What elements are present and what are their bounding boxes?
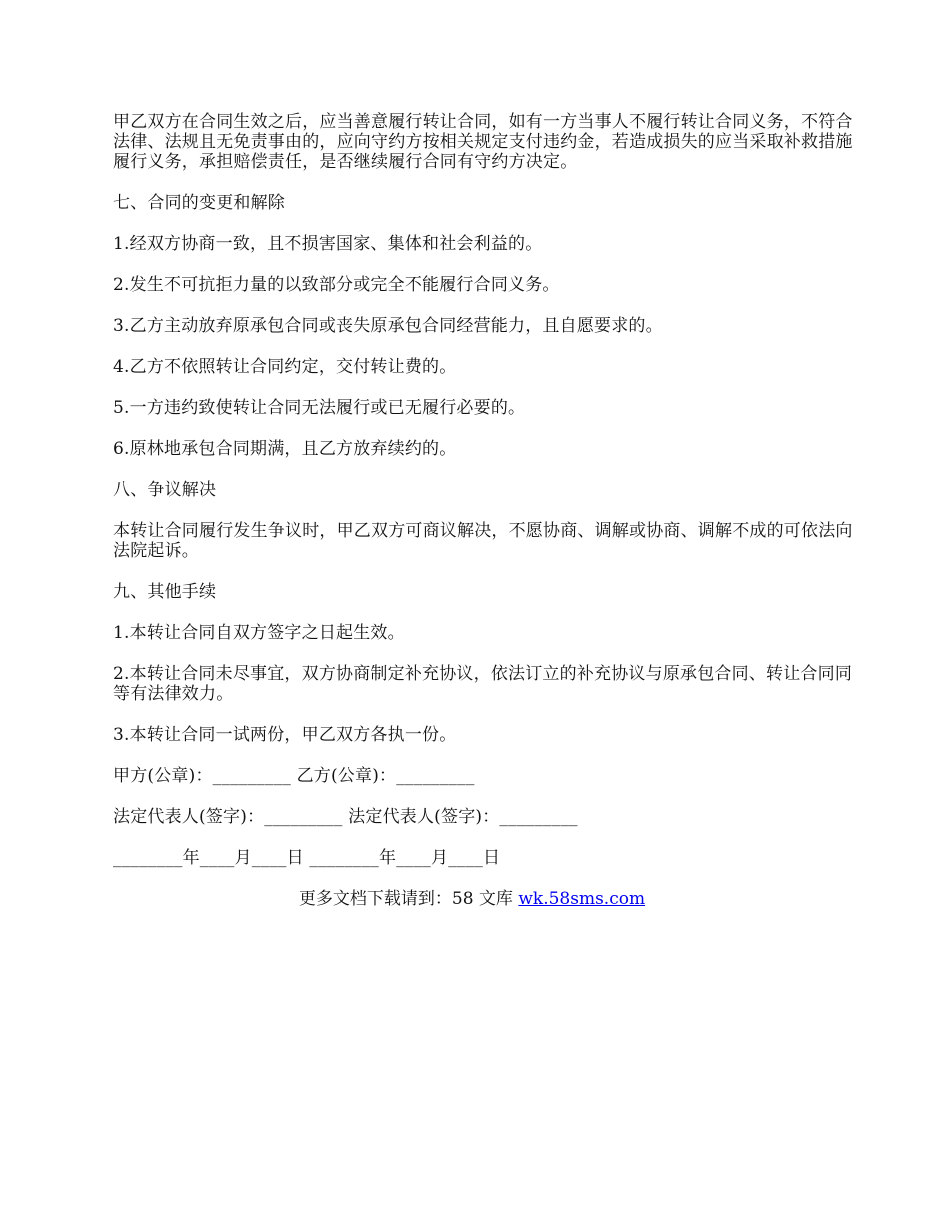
footer-link[interactable]: wk.58sms.com bbox=[518, 889, 646, 909]
signature-date-line: ________年____月____日 ________年____月____日 bbox=[113, 848, 501, 868]
paragraph-dispute: 本转让合同履行发生争议时，甲乙双方可商议解决，不愿协商、调解或协商、调解不成的可依法向法院起诉。 bbox=[113, 521, 853, 561]
clause-9-2: 2.本转让合同未尽事宜，双方协商制定补充协议，依法订立的补充协议与原承包合同、转让合同同等有法律效力。 bbox=[113, 664, 853, 704]
clause-7-2: 2.发生不可抗拒力量的以致部分或完全不能履行合同义务。 bbox=[113, 275, 560, 295]
paragraph-breach-clause: 甲乙双方在合同生效之后，应当善意履行转让合同，如有一方当事人不履行转让合同义务，不符合法律、法规且无免责事由的，应向守约方按相关规定支付违约金，若造成损失的应当采取补救措施履行义务，承担赔偿责任，是否继续履行合同有守约方决定。 bbox=[113, 112, 853, 172]
clause-9-3: 3.本转让合同一试两份，甲乙双方各执一份。 bbox=[113, 725, 457, 745]
document-body bbox=[113, 112, 853, 909]
section-heading-9: 九、其他手续 bbox=[113, 582, 217, 602]
section-heading-8: 八、争议解决 bbox=[113, 480, 217, 500]
signature-seal-line: 甲方(公章)：_________ 乙方(公章)：_________ bbox=[113, 766, 475, 786]
section-heading-7: 七、合同的变更和解除 bbox=[113, 193, 285, 213]
clause-9-1: 1.本转让合同自双方签字之日起生效。 bbox=[113, 623, 405, 643]
clause-7-1: 1.经双方协商一致，且不损害国家、集体和社会利益的。 bbox=[113, 234, 543, 254]
clause-7-4: 4.乙方不依照转让合同约定，交付转让费的。 bbox=[113, 357, 457, 377]
clause-7-5: 5.一方违约致使转让合同无法履行或已无履行必要的。 bbox=[113, 398, 526, 418]
signature-representative-line: 法定代表人(签字)：_________ 法定代表人(签字)：_________ bbox=[113, 807, 578, 827]
footer-download-note bbox=[113, 889, 853, 909]
footer-prefix: 更多文档下载请到：58 文库 bbox=[298, 889, 519, 909]
clause-7-3: 3.乙方主动放弃原承包合同或丧失原承包合同经营能力，且自愿要求的。 bbox=[113, 316, 663, 336]
clause-7-6: 6.原林地承包合同期满，且乙方放弃续约的。 bbox=[113, 439, 457, 459]
